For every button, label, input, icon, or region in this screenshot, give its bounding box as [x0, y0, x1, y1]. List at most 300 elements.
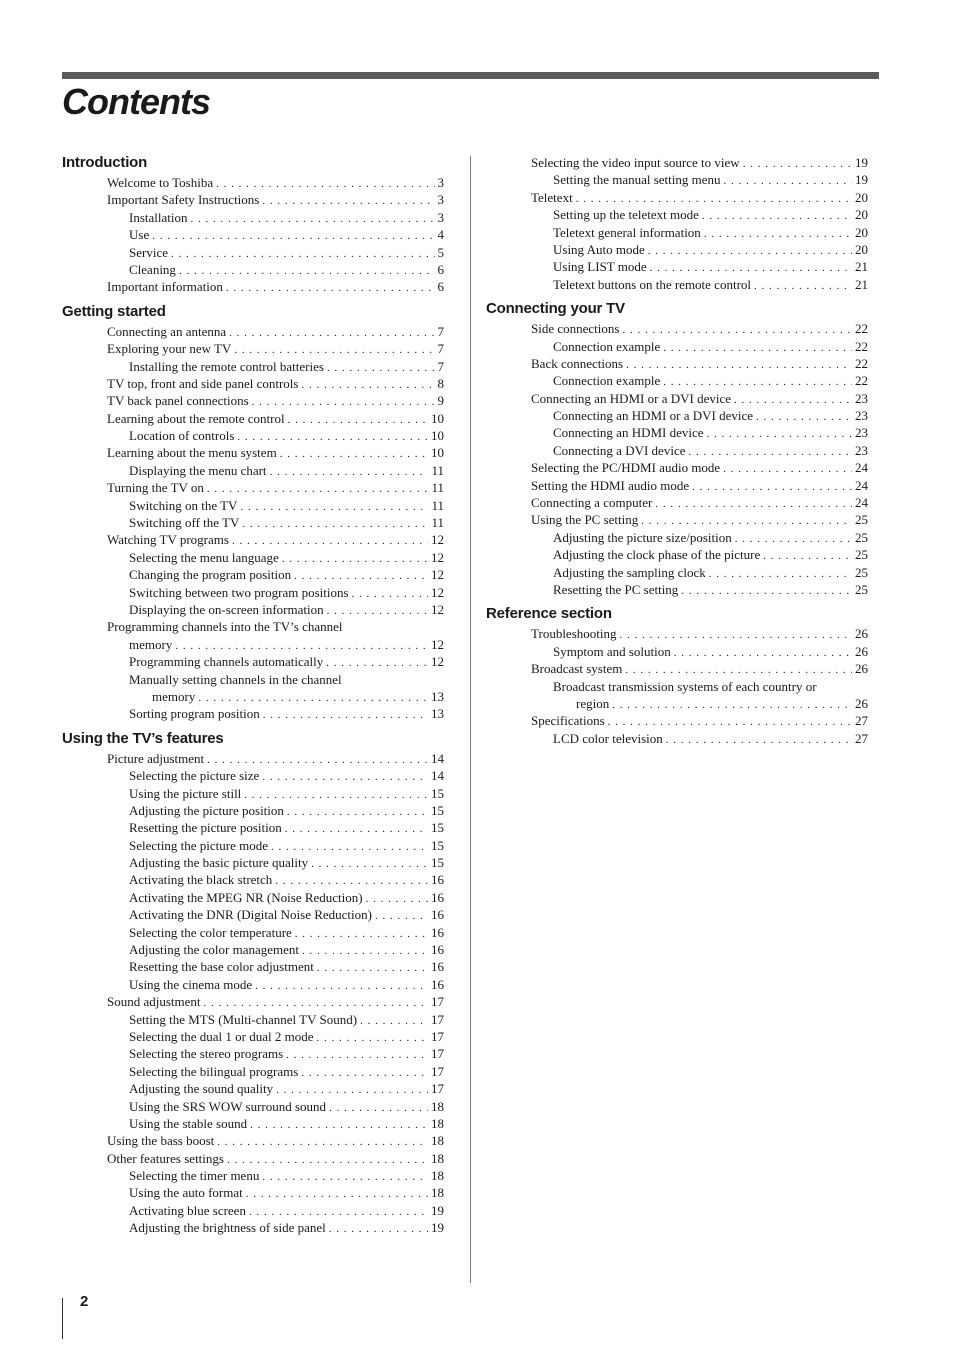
- dot-leader: [375, 908, 428, 925]
- toc-entry-title: Broadcast system: [531, 661, 623, 677]
- dot-leader: [302, 943, 428, 960]
- toc-entry-page: 26: [855, 695, 868, 711]
- toc-entry[interactable]: [486, 564, 868, 581]
- dot-leader: [191, 211, 435, 228]
- dot-leader: [316, 1030, 428, 1047]
- toc-entry[interactable]: [486, 424, 868, 441]
- toc-entry[interactable]: [486, 730, 868, 747]
- toc-entry-title: Watching TV programs: [107, 532, 229, 548]
- dot-leader: [263, 707, 428, 724]
- toc-entry[interactable]: [486, 320, 868, 337]
- toc-entry[interactable]: [486, 511, 868, 528]
- toc-entry-title: Adjusting the brightness of side panel: [129, 1220, 326, 1236]
- toc-entry[interactable]: [62, 462, 444, 479]
- dot-leader: [226, 280, 435, 297]
- toc-entry-page: 13: [431, 706, 444, 722]
- dot-leader: [282, 551, 428, 568]
- toc-entry-title: Connecting an HDMI device: [553, 425, 704, 441]
- toc-entry[interactable]: [62, 1080, 444, 1097]
- dot-leader: [612, 697, 852, 714]
- toc-entry-title: Sound adjustment: [107, 994, 201, 1010]
- toc-entry-page: 12: [431, 601, 444, 617]
- toc-entry-title: memory: [129, 636, 173, 652]
- toc-entry-page: 17: [431, 1081, 444, 1097]
- toc-entry[interactable]: [62, 924, 444, 941]
- toc-entry[interactable]: [486, 390, 868, 407]
- toc-entry-title: TV top, front and side panel controls: [107, 375, 299, 391]
- toc-entry[interactable]: [62, 1202, 444, 1219]
- dot-leader: [329, 1100, 428, 1117]
- toc-entry-title: Important information: [107, 279, 223, 295]
- toc-entry-title: Adjusting the picture size/position: [553, 529, 732, 545]
- toc-entry-title: Exploring your new TV: [107, 341, 232, 357]
- toc-entry-title: Location of controls: [129, 428, 235, 444]
- toc-entry[interactable]: [486, 660, 868, 677]
- toc-entry[interactable]: [486, 712, 868, 729]
- toc-entry[interactable]: [62, 819, 444, 836]
- toc-entry-title: TV back panel connections: [107, 393, 249, 409]
- toc-entry-title: Important Safety Instructions: [107, 192, 260, 208]
- toc-entry-page: 7: [437, 341, 444, 357]
- toc-entry-title: Connection example: [553, 338, 661, 354]
- toc-entry-page: 7: [437, 323, 444, 339]
- toc-entry-page: 25: [855, 581, 868, 597]
- dot-leader: [301, 1065, 428, 1082]
- toc-entry-title: Other features settings: [107, 1150, 224, 1166]
- toc-entry-title: Adjusting the sound quality: [129, 1081, 274, 1097]
- toc-entry-page: 11: [431, 497, 444, 513]
- toc-entry-title: Connecting an HDMI or a DVI device: [553, 408, 753, 424]
- toc-entry-page: 26: [855, 643, 868, 659]
- toc-entry[interactable]: [486, 442, 868, 459]
- dot-leader: [723, 461, 852, 478]
- toc-entry[interactable]: [486, 477, 868, 494]
- toc-entry-title: Adjusting the sampling clock: [553, 564, 706, 580]
- dot-leader: [255, 978, 428, 995]
- toc-entry-page: 13: [431, 688, 444, 704]
- toc-entry[interactable]: [486, 643, 868, 660]
- toc-entry-title: LCD color television: [553, 730, 663, 746]
- toc-entry[interactable]: [62, 1045, 444, 1062]
- section-heading-connecting-your-tv: Connecting your TV: [486, 300, 625, 318]
- toc-entry[interactable]: [486, 459, 868, 476]
- toc-entry[interactable]: [62, 889, 444, 906]
- toc-entry-page: 17: [431, 994, 444, 1010]
- toc-entry-title: Using the auto format: [129, 1185, 243, 1201]
- toc-entry[interactable]: [486, 625, 868, 642]
- dot-leader: [152, 228, 434, 245]
- toc-entry-title: Adjusting the color management: [129, 942, 300, 958]
- dot-leader: [317, 960, 428, 977]
- toc-entry-title: Installing the remote control batteries: [129, 358, 324, 374]
- toc-entry-page: 17: [431, 1011, 444, 1027]
- toc-entry-title: Connecting an HDMI or a DVI device: [531, 390, 731, 406]
- toc-entry[interactable]: [62, 226, 444, 243]
- toc-entry[interactable]: [62, 1219, 444, 1236]
- dot-leader: [280, 446, 428, 463]
- toc-entry[interactable]: [62, 837, 444, 854]
- toc-entry-title: Resetting the PC setting: [553, 581, 679, 597]
- toc-entry-page: 10: [431, 428, 444, 444]
- toc-entry[interactable]: [62, 1028, 444, 1045]
- toc-entry[interactable]: [62, 549, 444, 566]
- toc-entry[interactable]: [486, 494, 868, 511]
- toc-entry-title: Sorting program position: [129, 706, 260, 722]
- toc-entry[interactable]: [62, 1167, 444, 1184]
- toc-entry-page: 18: [431, 1150, 444, 1166]
- toc-entry[interactable]: [486, 206, 868, 223]
- toc-entry[interactable]: [62, 1011, 444, 1028]
- toc-entry[interactable]: [62, 358, 444, 375]
- toc-entry[interactable]: [62, 323, 444, 340]
- toc-entry-page: 27: [855, 730, 868, 746]
- toc-entry-page: 23: [855, 408, 868, 424]
- toc-entry-title: Using Auto mode: [553, 241, 645, 257]
- toc-entry[interactable]: [62, 636, 444, 653]
- toc-entry-page: 23: [855, 442, 868, 458]
- section-heading-getting-started: Getting started: [62, 302, 166, 320]
- toc-entry[interactable]: [62, 1184, 444, 1201]
- dot-leader: [286, 1047, 428, 1064]
- toc-entry-page: 25: [855, 564, 868, 580]
- toc-entry-page: 19: [855, 172, 868, 188]
- toc-entry-page: 12: [431, 584, 444, 600]
- toc-entry-title: Switching on the TV: [129, 497, 238, 513]
- dot-leader: [242, 516, 428, 533]
- toc-entry-title: Broadcast transmission systems of each country or: [553, 678, 817, 694]
- toc-entry[interactable]: [486, 546, 868, 563]
- toc-entry-title: Selecting the dual 1 or dual 2 mode: [129, 1028, 314, 1044]
- toc-entry-title: Teletext: [531, 189, 573, 205]
- dot-leader: [311, 856, 428, 873]
- toc-entry-title: Setting the manual setting menu: [553, 172, 721, 188]
- toc-entry-title: region: [576, 695, 610, 711]
- toc-entry-title: Adjusting the picture position: [129, 802, 284, 818]
- toc-entry[interactable]: [62, 340, 444, 357]
- toc-entry-title: Teletext buttons on the remote control: [553, 276, 752, 292]
- toc-entry-page: 16: [431, 942, 444, 958]
- toc-entry-page: 12: [431, 636, 444, 652]
- toc-entry-page: 11: [431, 515, 444, 531]
- toc-entry-page: 19: [431, 1202, 444, 1218]
- toc-entry-title: Connecting a DVI device: [553, 442, 686, 458]
- toc-entry-page: 21: [855, 276, 868, 292]
- toc-entry-page: 11: [431, 462, 444, 478]
- toc-entry[interactable]: [62, 906, 444, 923]
- section-heading-introduction: Introduction: [62, 154, 148, 171]
- toc-entry[interactable]: [62, 566, 444, 583]
- toc-entry-page: 15: [431, 785, 444, 801]
- toc-entry-page: 23: [855, 425, 868, 441]
- dot-leader: [288, 412, 428, 429]
- page-title: Contents: [62, 81, 210, 122]
- toc-entry[interactable]: [486, 276, 868, 293]
- toc-entry[interactable]: [62, 244, 444, 261]
- toc-entry[interactable]: [62, 871, 444, 888]
- toc-entry-page: 14: [431, 768, 444, 784]
- dot-leader: [704, 226, 852, 243]
- toc-entry[interactable]: [62, 191, 444, 208]
- toc-entry-page: 23: [855, 390, 868, 406]
- toc-entry-title: Resetting the base color adjustment: [129, 959, 314, 975]
- toc-entry-page: 26: [855, 626, 868, 642]
- toc-entry-page: 4: [437, 227, 444, 243]
- dot-leader: [702, 208, 852, 225]
- toc-entry-page: 10: [431, 410, 444, 426]
- toc-entry-title: Activating the black stretch: [129, 872, 273, 888]
- toc-entry-title: Teletext general information: [553, 224, 701, 240]
- toc-entry-page: 25: [855, 529, 868, 545]
- toc-entry[interactable]: [62, 392, 444, 409]
- toc-entry[interactable]: [62, 671, 444, 688]
- toc-entry-title: Resetting the picture position: [129, 820, 282, 836]
- toc-entry-title: Picture adjustment: [107, 750, 205, 766]
- toc-column-left: [62, 154, 444, 1237]
- toc-entry-page: 12: [431, 549, 444, 565]
- dot-leader: [681, 583, 852, 600]
- toc-entry-title: Activating the MPEG NR (Noise Reduction): [129, 889, 363, 905]
- toc-entry-title: Learning about the menu system: [107, 445, 277, 461]
- toc-entry[interactable]: [62, 410, 444, 427]
- toc-entry-title: Service: [129, 244, 168, 260]
- toc-entry[interactable]: [62, 958, 444, 975]
- toc-entry-title: Using the stable sound: [129, 1115, 248, 1131]
- dot-leader: [666, 732, 852, 749]
- toc-entry[interactable]: [486, 171, 868, 188]
- dot-leader: [754, 278, 852, 295]
- toc-entry-page: 22: [855, 373, 868, 389]
- toc-entry[interactable]: [62, 688, 444, 705]
- toc-entry[interactable]: [486, 224, 868, 241]
- toc-entry-page: 26: [855, 661, 868, 677]
- toc-entry-page: 22: [855, 355, 868, 371]
- toc-entry-page: 19: [431, 1220, 444, 1236]
- toc-entry[interactable]: [62, 479, 444, 496]
- dot-leader: [709, 566, 852, 583]
- toc-entry-page: 20: [855, 207, 868, 223]
- toc-entry-title: Using the bass boost: [107, 1133, 215, 1149]
- toc-entry-page: 20: [855, 241, 868, 257]
- toc-entry[interactable]: [62, 209, 444, 226]
- toc-entry-title: Activating the DNR (Digital Noise Reduction): [129, 907, 372, 923]
- toc-entry-title: Changing the program position: [129, 567, 292, 583]
- toc-entry-title: Selecting the video input source to view: [531, 155, 740, 170]
- toc-entry[interactable]: [62, 854, 444, 871]
- toc-entry[interactable]: [62, 653, 444, 670]
- toc-entry-page: 14: [431, 750, 444, 766]
- toc-entry[interactable]: [62, 785, 444, 802]
- dot-leader: [207, 481, 429, 498]
- dot-leader: [648, 243, 852, 260]
- toc-entry[interactable]: [486, 678, 868, 695]
- toc-entry[interactable]: [62, 514, 444, 531]
- toc-entry[interactable]: [486, 241, 868, 258]
- toc-entry-page: 5: [437, 244, 444, 260]
- toc-entry[interactable]: [486, 355, 868, 372]
- toc-entry[interactable]: [62, 174, 444, 191]
- toc-entry-title: Adjusting the clock phase of the picture: [553, 547, 761, 563]
- toc-entry-title: Programming channels into the TV’s channel: [107, 619, 343, 635]
- dot-leader: [692, 479, 852, 496]
- toc-entry[interactable]: [62, 802, 444, 819]
- toc-entry-title: Turning the TV on: [107, 480, 204, 496]
- toc-entry-title: Setting up the teletext mode: [553, 207, 699, 223]
- dot-leader: [763, 548, 852, 565]
- toc-entry-page: 15: [431, 855, 444, 871]
- toc-entry-page: 25: [855, 512, 868, 528]
- toc-entry[interactable]: [62, 1115, 444, 1132]
- toc-entry-page: 18: [431, 1098, 444, 1114]
- toc-entry[interactable]: [62, 1132, 444, 1149]
- toc-entry-page: 3: [437, 175, 444, 190]
- toc-entry[interactable]: [62, 278, 444, 295]
- toc-entry[interactable]: [62, 705, 444, 722]
- dot-leader: [756, 409, 852, 426]
- toc-entry-title: Setting the MTS (Multi-channel TV Sound): [129, 1011, 358, 1027]
- toc-entry-page: 27: [855, 713, 868, 729]
- toc-entry-title: Side connections: [531, 321, 620, 337]
- toc-entry[interactable]: [62, 976, 444, 993]
- toc-entry[interactable]: [62, 941, 444, 958]
- toc-entry[interactable]: [62, 618, 444, 635]
- toc-entry-title: Switching between two program positions: [129, 584, 349, 600]
- toc-entry-page: 12: [431, 532, 444, 548]
- toc-entry-page: 20: [855, 224, 868, 240]
- toc-entry-title: Selecting the timer menu: [129, 1168, 260, 1184]
- toc-entry[interactable]: [62, 427, 444, 444]
- toc-entry[interactable]: [62, 993, 444, 1010]
- footer-rule: [62, 1298, 63, 1339]
- dot-leader: [295, 926, 428, 943]
- toc-entry-title: Selecting the stereo programs: [129, 1046, 284, 1062]
- dot-leader: [743, 156, 852, 173]
- toc-entry-title: Selecting the menu language: [129, 549, 279, 565]
- toc-entry-page: 16: [431, 959, 444, 975]
- toc-entry-title: Selecting the color temperature: [129, 924, 292, 940]
- dot-leader: [329, 1221, 428, 1238]
- toc-entry[interactable]: [486, 529, 868, 546]
- dot-leader: [352, 586, 428, 603]
- toc-entry-page: 16: [431, 907, 444, 923]
- toc-entry[interactable]: [62, 584, 444, 601]
- toc-entry[interactable]: [62, 531, 444, 548]
- toc-entry[interactable]: [62, 767, 444, 784]
- section-heading-using-the-tv-s-features: Using the TV’s features: [62, 729, 224, 747]
- toc-entry-page: 18: [431, 1168, 444, 1184]
- toc-entry-page: 10: [431, 445, 444, 461]
- dot-leader: [287, 804, 428, 821]
- dot-leader: [301, 377, 434, 394]
- toc-entry[interactable]: [62, 261, 444, 278]
- toc-entry[interactable]: [62, 1098, 444, 1115]
- dot-leader: [285, 821, 428, 838]
- toc-entry-title: Learning about the remote control: [107, 410, 285, 426]
- toc-entry[interactable]: [62, 1063, 444, 1080]
- toc-entry-title: Selecting the bilingual programs: [129, 1063, 299, 1079]
- toc-entry-page: 6: [437, 279, 444, 295]
- toc-entry-title: Adjusting the basic picture quality: [129, 855, 309, 871]
- toc-entry-title: Use: [129, 227, 150, 243]
- toc-entry-page: 8: [437, 375, 444, 391]
- toc-entry-page: 21: [855, 259, 868, 275]
- toc-entry-page: 7: [437, 358, 444, 374]
- toc-entry-page: 17: [431, 1046, 444, 1062]
- toc-entry-title: Cleaning: [129, 261, 176, 277]
- toc-entry-title: Troubleshooting: [531, 626, 617, 642]
- toc-entry-page: 6: [437, 261, 444, 277]
- toc-column-right: [486, 154, 868, 747]
- dot-leader: [270, 464, 429, 481]
- toc-entry-title: memory: [152, 688, 196, 704]
- toc-entry-title: Switching off the TV: [129, 515, 240, 531]
- section-heading-reference-section: Reference section: [486, 605, 612, 623]
- toc-entry[interactable]: [486, 407, 868, 424]
- title-rule: [62, 72, 879, 79]
- page-number: 2: [80, 1293, 89, 1310]
- toc-entry[interactable]: [486, 189, 868, 206]
- toc-entry-title: Connection example: [553, 373, 661, 389]
- toc-entry-page: 18: [431, 1115, 444, 1131]
- toc-entry[interactable]: [62, 750, 444, 767]
- toc-entry-page: 16: [431, 872, 444, 888]
- toc-entry[interactable]: [486, 695, 868, 712]
- toc-entry[interactable]: [486, 372, 868, 389]
- dot-leader: [229, 325, 434, 342]
- dot-leader: [674, 645, 852, 662]
- toc-entry[interactable]: [62, 1150, 444, 1167]
- toc-entry[interactable]: [62, 444, 444, 461]
- toc-entry-page: 15: [431, 820, 444, 836]
- toc-entry-title: Using the PC setting: [531, 512, 639, 528]
- toc-entry-page: 9: [437, 393, 444, 409]
- toc-entry-page: 16: [431, 976, 444, 992]
- dot-leader: [707, 426, 852, 443]
- toc-entry[interactable]: [486, 258, 868, 275]
- toc-entry-page: 11: [431, 480, 444, 496]
- toc-entry-title: Setting the HDMI audio mode: [531, 477, 690, 493]
- toc-entry[interactable]: [486, 338, 868, 355]
- toc-entry-page: 12: [431, 567, 444, 583]
- toc-entry-title: Programming channels automatically: [129, 654, 324, 670]
- toc-entry-page: 24: [855, 460, 868, 476]
- dot-leader: [262, 769, 428, 786]
- toc-entry-title: Activating blue screen: [129, 1202, 246, 1218]
- toc-entry-page: 24: [855, 495, 868, 511]
- toc-entry[interactable]: [62, 375, 444, 392]
- toc-entry-page: 20: [855, 189, 868, 205]
- dot-leader: [250, 1117, 428, 1134]
- toc-entry-title: Displaying the on-screen information: [129, 601, 324, 617]
- toc-entry-title: Specifications: [531, 713, 605, 729]
- toc-entry[interactable]: [486, 581, 868, 598]
- dot-leader: [240, 499, 428, 516]
- dot-leader: [262, 1169, 428, 1186]
- toc-entry-page: 18: [431, 1133, 444, 1149]
- toc-entry[interactable]: [62, 497, 444, 514]
- toc-entry-page: 25: [855, 547, 868, 563]
- toc-entry-title: Displaying the menu chart: [129, 462, 267, 478]
- toc-entry-page: 17: [431, 1028, 444, 1044]
- toc-entry-page: 17: [431, 1063, 444, 1079]
- toc-entry-title: Using the picture still: [129, 785, 242, 801]
- toc-entry[interactable]: [62, 601, 444, 618]
- toc-entry[interactable]: [486, 154, 868, 171]
- toc-entry-title: Connecting an antenna: [107, 323, 227, 339]
- toc-entry-title: Manually setting channels in the channel: [129, 671, 342, 687]
- toc-entry-title: Using the cinema mode: [129, 976, 253, 992]
- toc-entry-page: 19: [855, 155, 868, 170]
- column-divider: [470, 156, 471, 1283]
